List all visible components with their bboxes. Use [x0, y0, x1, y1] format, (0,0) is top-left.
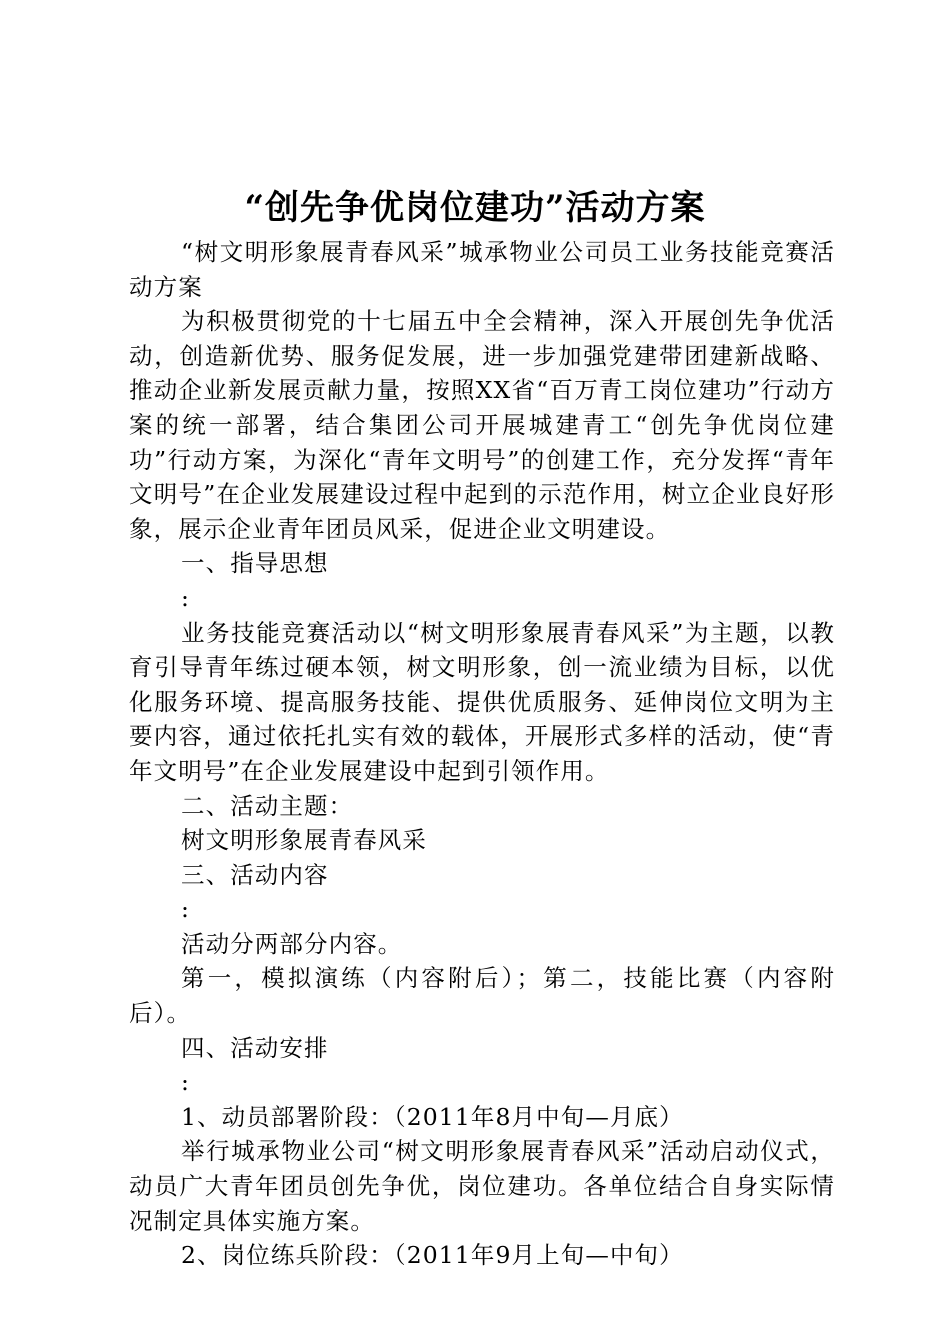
document-title: “创先争优岗位建功”活动方案 — [244, 188, 706, 228]
paragraph-stage-1-detail: 举行城承物业公司“树文明形象展青春风采”活动启动仪式，动员广大青年团员创先争优，岗位建功。各单位结合自身实际情况制定具体实施方案。 — [129, 1137, 835, 1235]
paragraph-subtitle: “树文明形象展青春风采”城承物业公司员工业务技能竞赛活动方案 — [129, 238, 835, 301]
colon-line: : — [181, 1068, 191, 1097]
section-heading-schedule: 四、活动安排 — [181, 1033, 329, 1062]
section-heading-content: 三、活动内容 — [181, 860, 329, 889]
colon-line: : — [181, 583, 191, 612]
section-heading-guiding-thought: 一、指导思想 — [181, 549, 329, 578]
paragraph-content-detail: 第一，模拟演练（内容附后）；第二，技能比赛（内容附后）。 — [129, 964, 835, 1028]
paragraph-intro: 为积极贯彻党的十七届五中全会精神，深入开展创先争优活动，创造新优势、服务促发展，进一步加强党建带团建新战略、推动企业新发展贡献力量，按照XX省“百万青工岗位建功”行动方案的统一部署，结合集团公司开展城建青工“创先争优岗位建功”行动方案，为深化“青年文明号”的创建工作，充分发挥“青年文明号”在企业发展建设过程中起到的示范作用，树立企业良好形象，展示企业青年团员风采，促进企业文明建设。 — [129, 307, 835, 543]
schedule-stage-1: 1、动员部署阶段：（2011年8月中旬—月底） — [181, 1102, 684, 1131]
paragraph-guiding-thought: 业务技能竞赛活动以“树文明形象展青春风采”为主题，以教育引导青年练过硬本领，树文明形象，创一流业绩为目标，以优化服务环境、提高服务技能、提供优质服务、延伸岗位文明为主要内容，通过依托扎实有效的载体，开展形式多样的活动，使“青年文明号”在企业发展建设中起到引领作用。 — [129, 618, 835, 785]
paragraph-content-parts: 活动分两部分内容。 — [181, 929, 403, 958]
paragraph-theme: 树文明形象展青春风采 — [181, 826, 427, 855]
section-heading-theme: 二、活动主题： — [181, 791, 354, 820]
schedule-stage-2: 2、岗位练兵阶段：（2011年9月上旬—中旬） — [181, 1241, 684, 1270]
colon-line: : — [181, 895, 191, 924]
document-body — [129, 235, 835, 1273]
